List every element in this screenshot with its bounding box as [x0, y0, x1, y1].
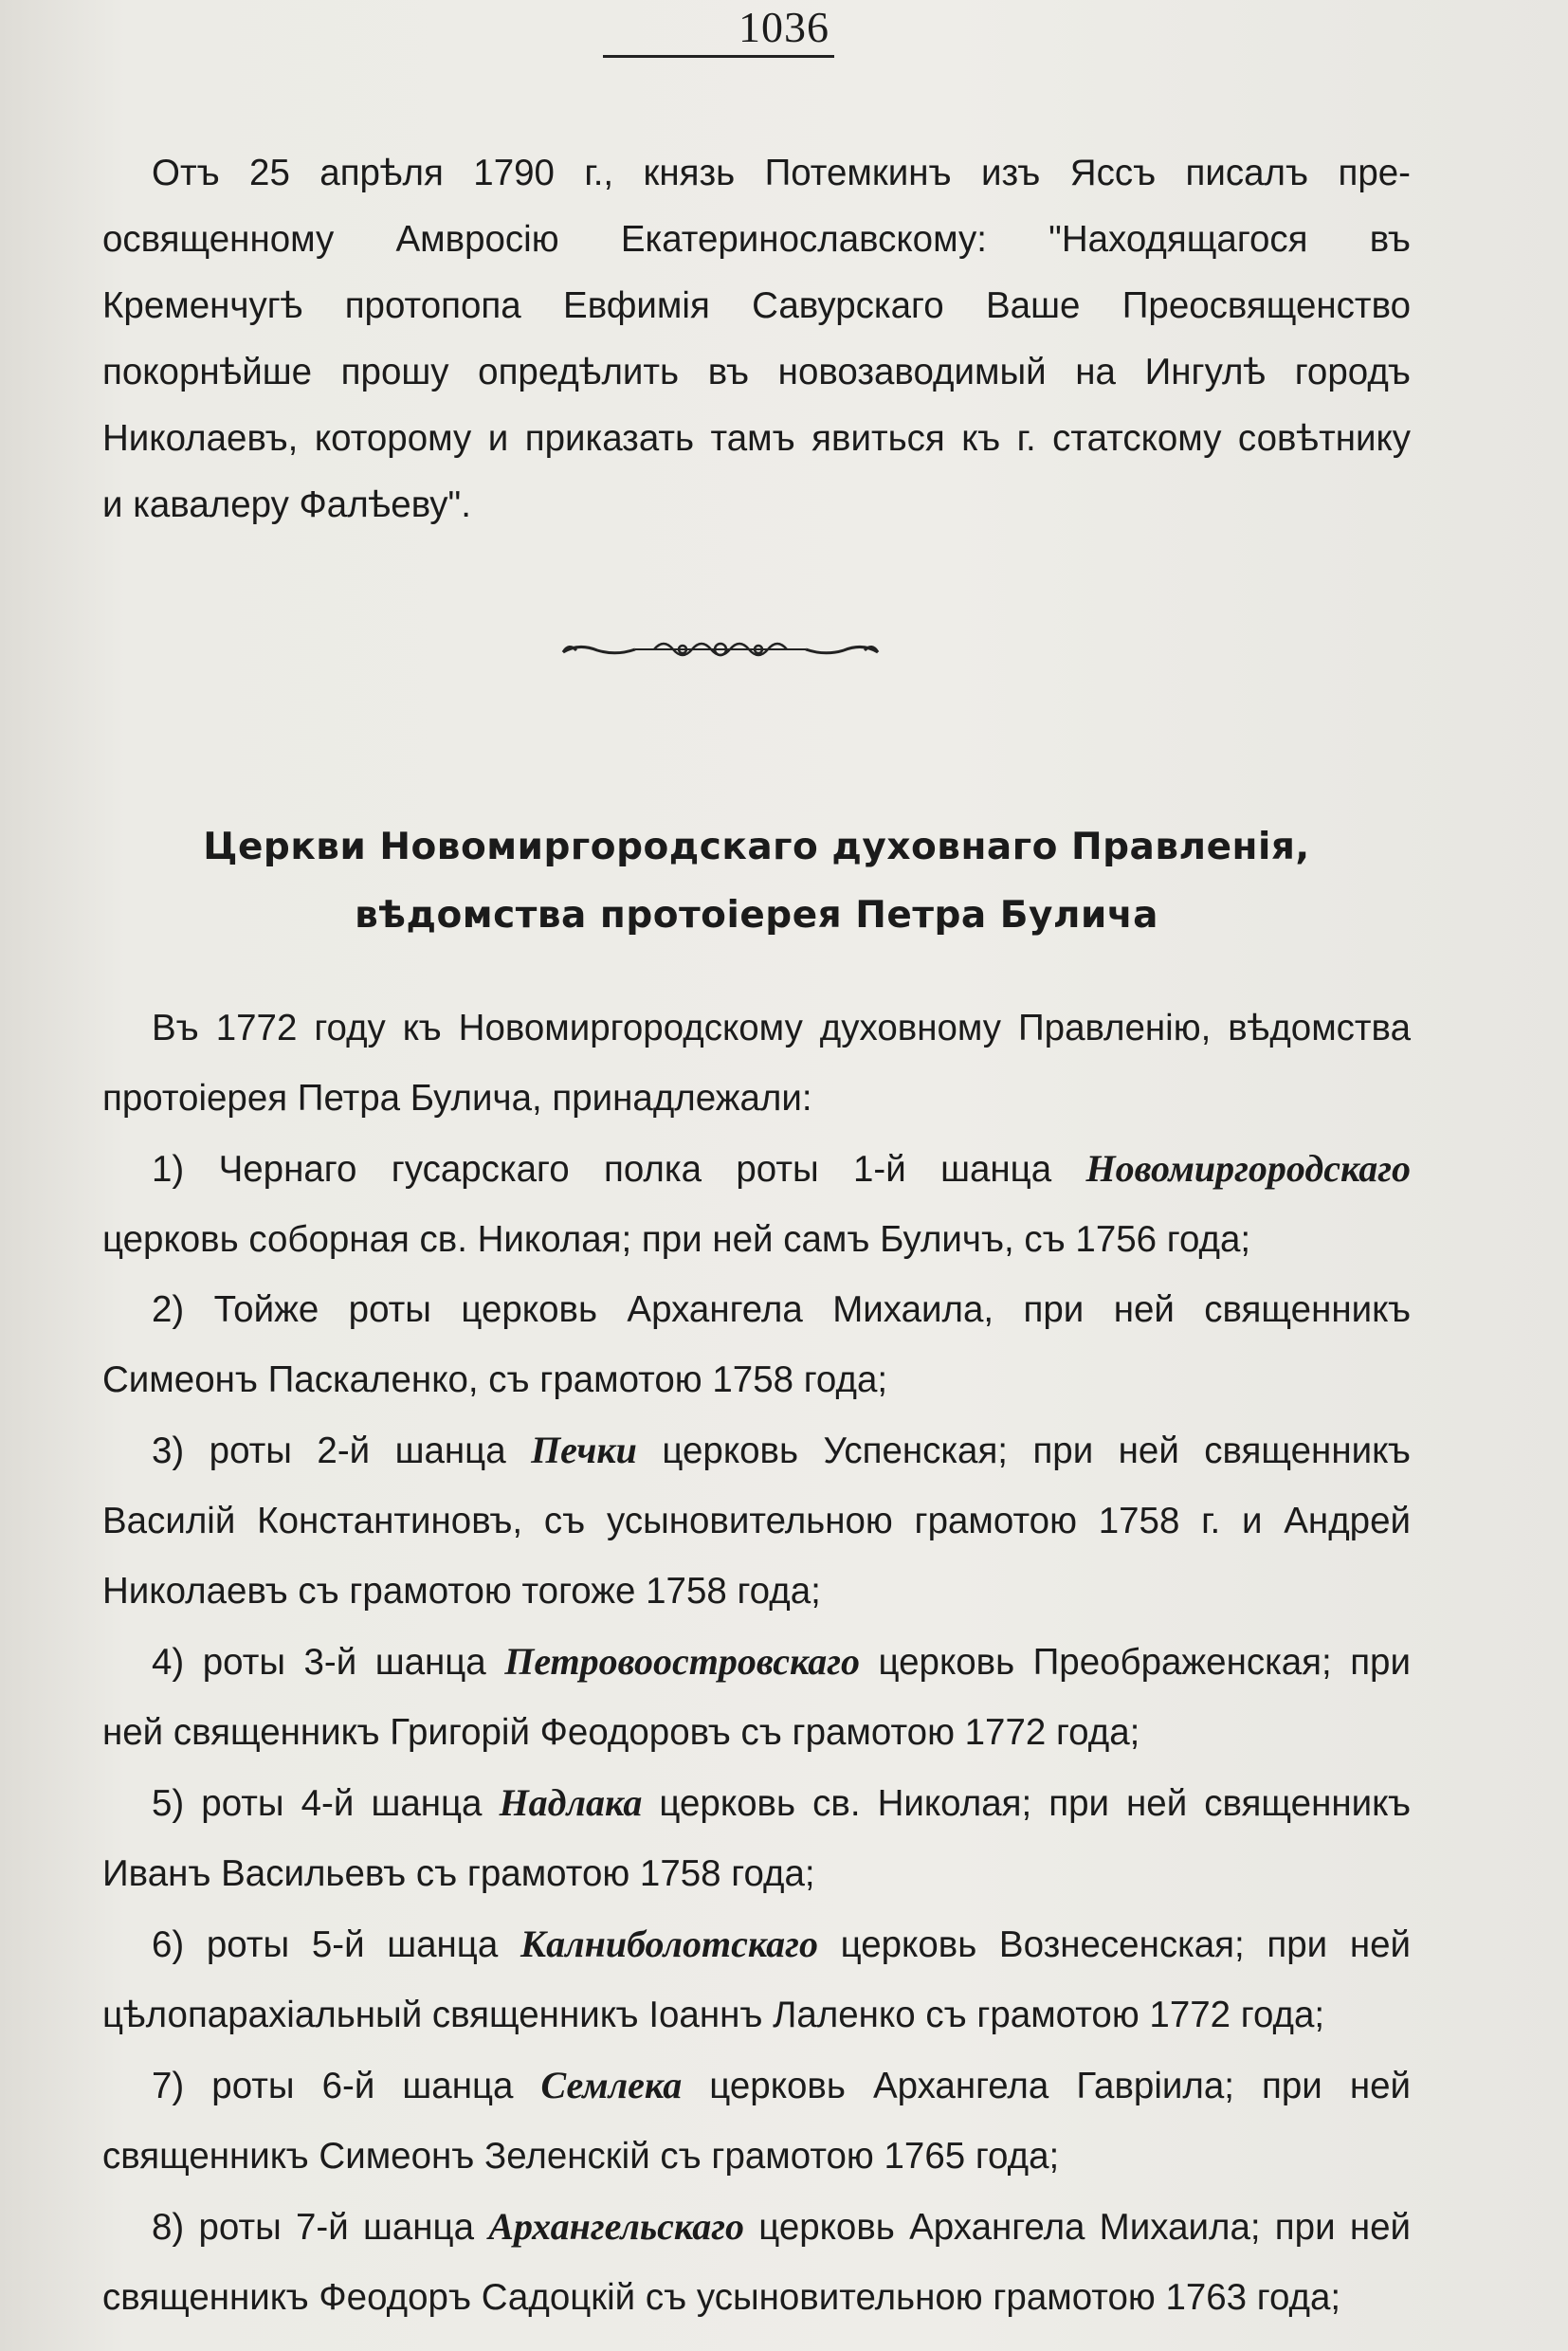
item-text: Иванъ Васильевъ съ грамотою 1758 года;	[102, 1853, 815, 1894]
item-text: церковь Архангела Гавріила; при ней	[709, 2066, 1412, 2106]
body-intro-line: протоіерея Петра Булича, принадлежали:	[102, 1078, 812, 1119]
item-text: 2) Тойже роты церковь Архангела Михаила, при ней священникъ	[152, 1289, 1411, 1330]
section-heading-line-1: Церкви Новомиргородскаго духовнаго Правленія,	[203, 826, 1310, 868]
list-item	[102, 1909, 1411, 2050]
item-text: 5) роты 4-й шанца	[152, 1783, 483, 1824]
list-item	[102, 1134, 1411, 1275]
intro-line: освященному Амвросію Екатеринославскому: "Находящагося въ	[102, 219, 1411, 260]
item-text: 8) роты 7-й шанца	[152, 2207, 475, 2248]
place-name: Калниболотскаго	[520, 1923, 818, 1965]
place-name: Петровоостровскаго	[504, 1640, 861, 1683]
item-text: 7) роты 6-й шанца	[152, 2066, 514, 2106]
list-item	[102, 1768, 1411, 1909]
item-text: цѣлопарахіальный священникъ Іоаннъ Лаленко съ грамотою 1772 года;	[102, 1995, 1325, 2035]
list-item	[102, 1275, 1411, 1415]
item-text: церковь Архангела Михаила; при ней	[758, 2207, 1411, 2248]
church-list	[102, 993, 1411, 2333]
list-item	[102, 2192, 1411, 2333]
item-text: Симеонъ Паскаленко, съ грамотою 1758 года;	[102, 1359, 888, 1400]
page-number-underline	[603, 55, 834, 58]
list-item	[102, 1627, 1411, 1768]
item-text: церковь Успенская; при ней священникъ	[662, 1431, 1411, 1471]
item-text: Николаевъ съ грамотою тогоже 1758 года;	[102, 1571, 821, 1612]
item-text: церковь Вознесенская; при ней	[840, 1924, 1411, 1965]
place-name: Надлака	[499, 1781, 643, 1824]
list-item	[102, 2050, 1411, 2192]
item-text: церковь Преображенская; при	[878, 1642, 1411, 1683]
item-text: 3) роты 2-й шанца	[152, 1431, 506, 1471]
item-text: 4) роты 3-й шанца	[152, 1642, 486, 1683]
intro-line: и кавалеру Фалѣеву".	[102, 484, 471, 525]
intro-line: Николаевъ, которому и приказать тамъ явиться къ г. статскому совѣтнику	[102, 418, 1411, 459]
item-text: 6) роты 5-й шанца	[152, 1924, 499, 1965]
page-number: 1036	[738, 3, 830, 51]
place-name: Архангельскаго	[488, 2205, 744, 2248]
intro-line: Отъ 25 апрѣля 1790 г., князь Потемкинъ изъ Яссъ писалъ пре-	[152, 153, 1411, 193]
item-text: священникъ Симеонъ Зеленскій съ грамотою 1765 года;	[102, 2136, 1060, 2177]
intro-line: Кременчугѣ протопопа Евфимія Савурскаго Ваше Преосвященство	[102, 285, 1411, 326]
intro-line: покорнѣйше прошу опредѣлить въ новозаводимый на Ингулѣ городъ	[102, 352, 1411, 392]
place-name: Семлека	[540, 2064, 683, 2106]
item-text: церковь св. Николая; при ней священникъ	[659, 1783, 1412, 1824]
section-heading-line-2: вѣдомства протоіерея Петра Булича	[355, 894, 1158, 937]
body-intro-line: Въ 1772 году къ Новомиргородскому духовному Правленію, вѣдомства	[152, 1008, 1411, 1048]
item-text: церковь соборная св. Николая; при ней самъ Буличъ, съ 1756 года;	[102, 1219, 1251, 1260]
item-text: 1) Чернаго гусарскаго полка роты 1-й шанца	[152, 1149, 1052, 1190]
place-name: Печки	[531, 1429, 637, 1471]
ornament-divider-icon	[559, 633, 882, 665]
item-text: Василій Константиновъ, съ усыновительною грамотою 1758 г. и Андрей	[102, 1501, 1411, 1541]
item-text: священникъ Феодоръ Садоцкій съ усыновительною грамотою 1763 года;	[102, 2277, 1341, 2318]
place-name: Новомиргородскаго	[1085, 1147, 1411, 1190]
item-text: ней священникъ Григорій Феодоровъ съ грамотою 1772 года;	[102, 1712, 1140, 1753]
list-item	[102, 1415, 1411, 1627]
intro-paragraph	[102, 140, 1411, 538]
